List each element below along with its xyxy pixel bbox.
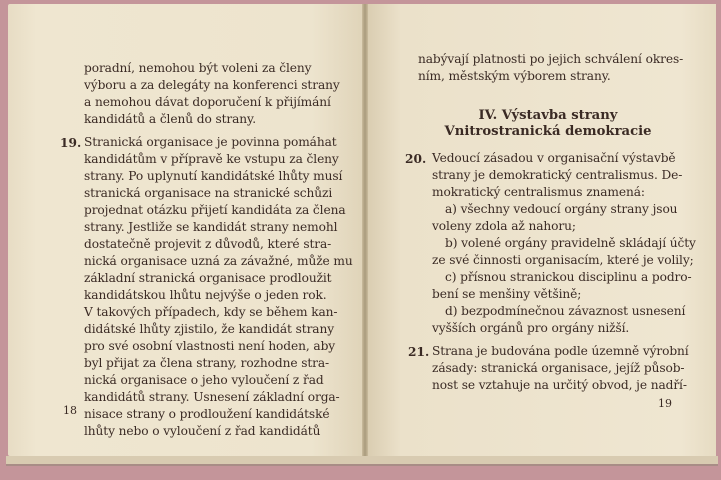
left-intro-line: výboru a za delegáty na konferenci strany [84, 78, 340, 92]
para19-line: kandidátskou lhůtu nejvýše o jeden rok. [84, 288, 327, 302]
para19-line: byl přijat za člena strany, rozhodne stra- [84, 356, 330, 370]
para20-line: mokratický centralismus znamená: [432, 185, 645, 199]
right-intro-line: ním, městským výborem strany. [418, 69, 611, 83]
para19-line: nisace strany o prodloužení kandidátské [84, 407, 330, 421]
para20-item-c: c) přísnou stranickou disciplinu a podro- [445, 270, 692, 284]
para20-item-b: b) volené orgány pravidelně skládají účty [445, 236, 696, 250]
paragraph-number-19: 19. [60, 136, 82, 150]
left-intro-line: a nemohou dávat doporučení k přijímání [84, 95, 331, 109]
para20-item-b: ze své činnosti organisacím, které je volily; [432, 253, 694, 267]
para19-line: V takových případech, kdy se během kan- [84, 305, 338, 319]
para19-line: strany. Jestliže se kandidát strany nemohl [84, 220, 338, 234]
para21-line: nost se vztahuje na určitý obvod, je nadří- [432, 378, 687, 392]
para19-line: lhůty nebo o vyloučení z řad kandidátů [84, 424, 321, 438]
para20-line: Vedoucí zásadou v organisační výstavbě [432, 151, 676, 165]
para20-item-d: d) bezpodmínečnou závaznost usnesení [445, 304, 686, 318]
right-page-number: 19 [658, 397, 672, 410]
para19-line: dostatečně projevit z důvodů, které stra- [84, 237, 332, 251]
para20-item-a: voleny zdola až nahoru; [432, 219, 576, 233]
para19-line: strany. Po uplynutí kandidátské lhůty musí [84, 169, 343, 183]
para19-line: projednat otázku přijetí kandidáta za člena [84, 203, 346, 217]
para19-line: kandidátů strany. Usnesení základní orga- [84, 390, 340, 404]
section-subheading: Vnitrostranická demokracie [444, 124, 652, 139]
page-edges [6, 456, 718, 466]
para19-line: pro své osobní vlastnosti není hoden, aby [84, 339, 336, 353]
section-heading: IV. Výstavba strany [478, 108, 618, 123]
right-intro-line: nabývají platnosti po jejich schválení okres- [418, 52, 684, 66]
para19-line: Stranická organisace je povinna pomáhat [84, 135, 337, 149]
para19-line: stranická organisace na stranické schůzi [84, 186, 333, 200]
para20-line: strany je demokratický centralismus. De- [432, 168, 683, 182]
para21-line: zásady: stranická organisace, jejíž působ- [432, 361, 685, 375]
paragraph-number-20: 20. [405, 152, 427, 166]
para21-line: Strana je budována podle územně výrobní [432, 344, 689, 358]
book-gutter [362, 4, 368, 456]
left-intro-line: poradní, nemohou být voleni za členy [84, 61, 312, 75]
left-intro-line: kandidátů a členů do strany. [84, 112, 256, 126]
para19-line: nická organisace uzná za závažné, může mu [84, 254, 353, 268]
para20-item-a: a) všechny vedoucí orgány strany jsou [445, 202, 678, 216]
para19-line: kandidátům v přípravě ke vstupu za členy [84, 152, 339, 166]
para19-line: nická organisace o jeho vyloučení z řad [84, 373, 324, 387]
left-page-number: 18 [63, 404, 77, 417]
para19-line: didátské lhůty zjistilo, že kandidát strany [84, 322, 335, 336]
para20-item-c: bení se menšiny většině; [432, 287, 582, 301]
paragraph-number-21: 21. [408, 345, 430, 359]
para19-line: základní stranická organisace prodloužit [84, 271, 332, 285]
para20-item-d: vyšších orgánů pro orgány nižší. [432, 321, 630, 335]
